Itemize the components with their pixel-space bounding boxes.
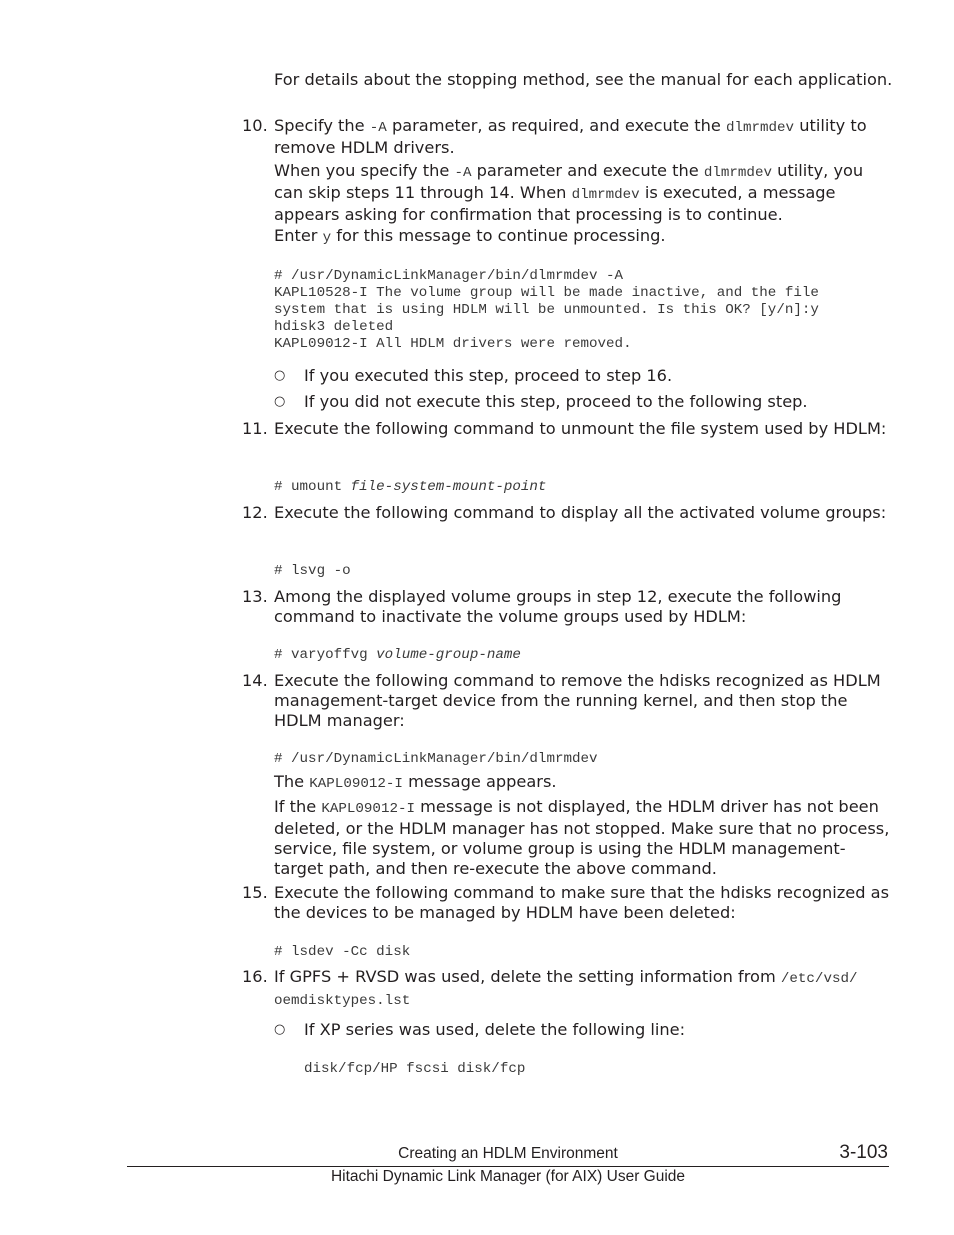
bullet-icon: ○	[274, 1022, 286, 1037]
step-number: 11.	[242, 419, 268, 438]
code-block: # /usr/DynamicLinkManager/bin/dlmrmdev -A KAPL10528-I The volume group will be made inactive, and the file system that is using HDLM will be unmounted. Is this OK? [y/n]:y hdisk3 deleted KAPL09012-I All HDLM drivers were removed.	[274, 268, 819, 352]
step-15-paragraph: Execute the following command to make sure that the hdisks recognized as the devices to be managed by HDLM have been deleted:	[274, 883, 890, 922]
step-10-enter-note: Enter y for this message to continue processing.	[274, 226, 666, 246]
step-number: 13.	[242, 587, 268, 606]
step-number: 12.	[242, 503, 268, 522]
code-block: # lsdev -Cc disk	[274, 944, 411, 960]
bullet-item: If you did not execute this step, proceed to the following step.	[304, 392, 808, 411]
step-number: 10.	[242, 116, 268, 135]
step-11-paragraph: Execute the following command to unmount the file system used by HDLM:	[274, 419, 887, 438]
code-block: # lsvg -o	[274, 563, 351, 579]
step-number: 16.	[242, 967, 268, 986]
bullet-item: If XP series was used, delete the following line:	[304, 1020, 686, 1039]
step-10-skip-note: When you specify the -A parameter and execute the dlmrmdev utility, you can skip steps 11 through 14. When dlmrmdev is executed, a message appears asking for confirmation that processing is to continue.	[274, 161, 864, 224]
step-13-paragraph: Among the displayed volume groups in step 12, execute the following command to inactivate the volume groups used by HDLM:	[274, 587, 842, 626]
step-number: 14.	[242, 671, 268, 690]
step-14-paragraph: Execute the following command to remove the hdisks recognized as HDLM management-target device from the running kernel, and then stop the HDLM manager:	[274, 671, 881, 730]
code-block: # varyoffvg volume-group-name	[274, 647, 521, 663]
step-12-paragraph: Execute the following command to display all the activated volume groups:	[274, 503, 887, 522]
page-number: 3-103	[839, 1142, 888, 1163]
bullet-item: If you executed this step, proceed to step 16.	[304, 366, 673, 385]
footer-divider	[127, 1166, 889, 1167]
step-number: 15.	[242, 883, 268, 902]
step-10-paragraph: Specify the -A parameter, as required, and execute the dlmrmdev utility to remove HDLM drivers.	[274, 116, 867, 157]
code-block: # umount file-system-mount-point	[274, 479, 547, 495]
code-block: # /usr/DynamicLinkManager/bin/dlmrmdev	[274, 751, 598, 767]
footer-guide-title: Hitachi Dynamic Link Manager (for AIX) User Guide	[330, 1168, 686, 1185]
bullet-icon: ○	[274, 368, 286, 383]
code-block: disk/fcp/HP fscsi disk/fcp	[304, 1061, 526, 1077]
step-16-paragraph: If GPFS + RVSD was used, delete the setting information from /etc/vsd/ oemdisktypes.lst	[274, 967, 858, 1009]
bullet-icon: ○	[274, 394, 286, 409]
step-14-message-note: The KAPL09012-I message appears.	[274, 772, 557, 792]
intro-paragraph: For details about the stopping method, see the manual for each application.	[274, 70, 893, 89]
footer-section-title: Creating an HDLM Environment	[398, 1145, 618, 1162]
step-14-troubleshoot-note: If the KAPL09012-I message is not displayed, the HDLM driver has not been deleted, or the HDLM manager has not stopped. Make sure that no process, service, file system, or volume group is using the HDLM management-target path, and then re-execute the above command.	[274, 797, 890, 878]
